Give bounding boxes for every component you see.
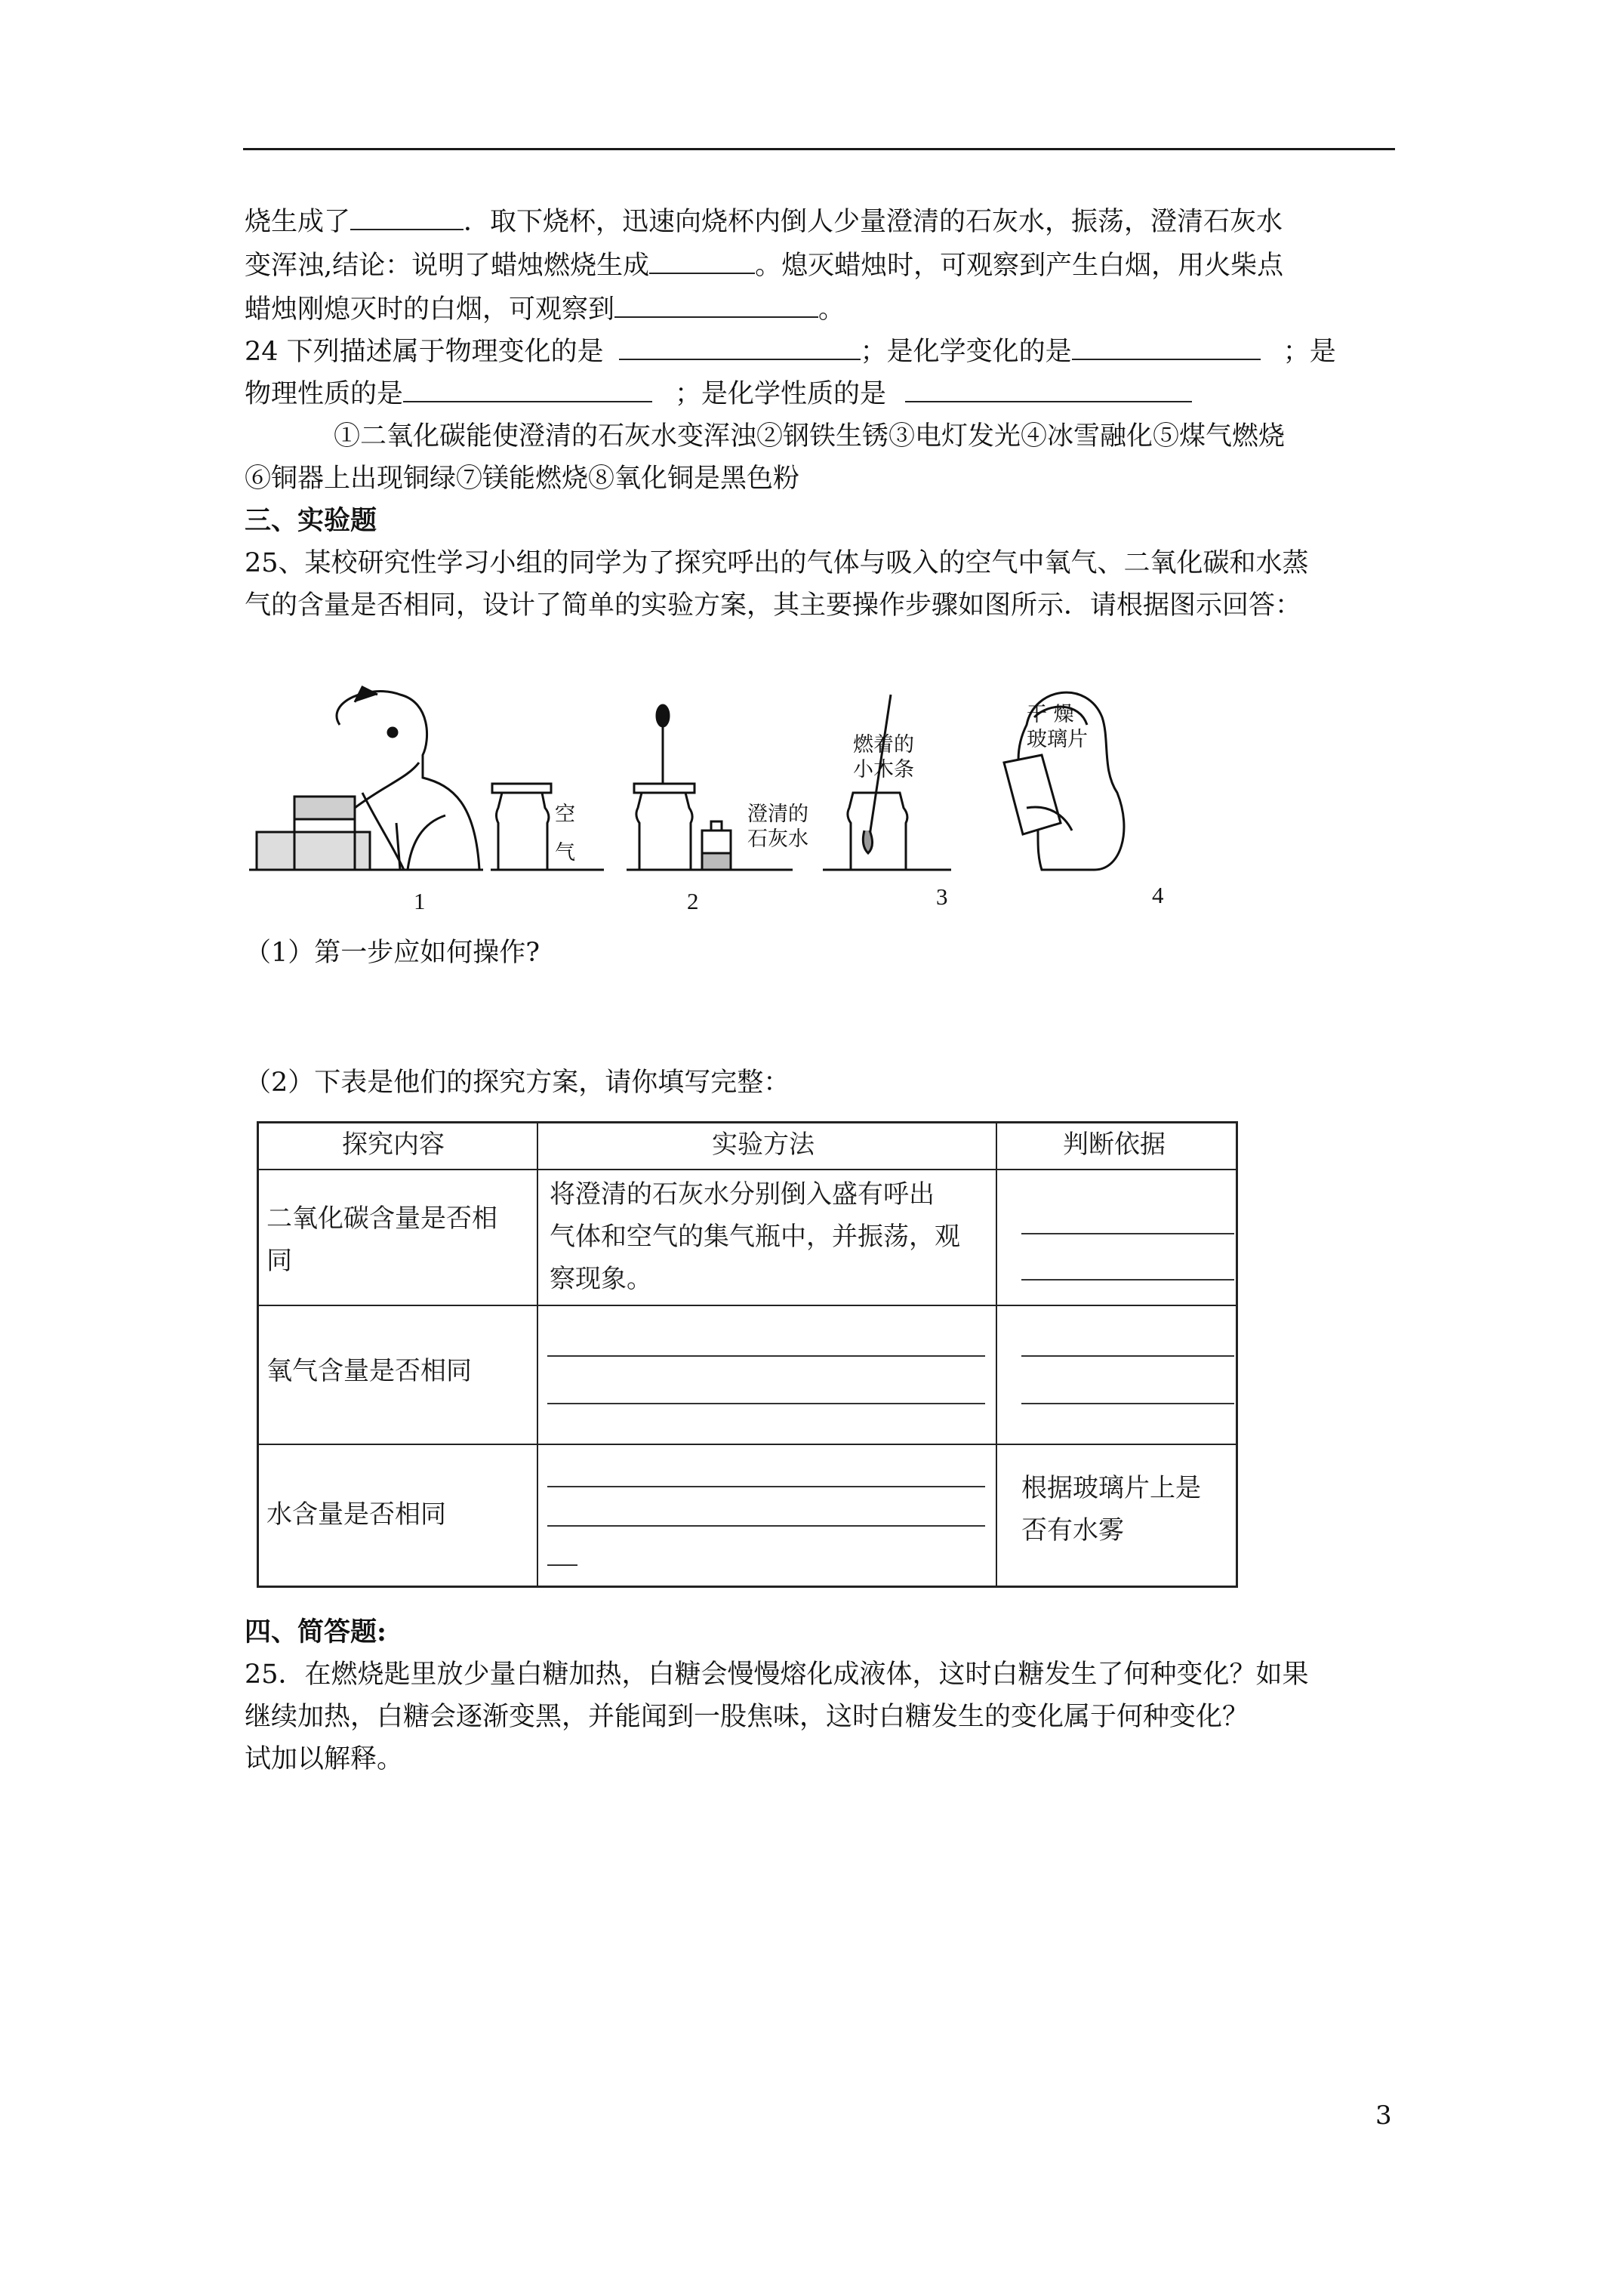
q23-text: 。熄灭蜡烛时，可观察到产生白烟，用火柴点 [755, 251, 1284, 281]
q24-text: ；是 [1283, 337, 1336, 367]
table-header-method: 实验方法 [712, 1130, 815, 1160]
q25-line-1: 25、某校研究性学习小组的同学为了探究呼出的气体与吸入的空气中氧气、二氧化碳和水蒸 [245, 548, 1309, 578]
label-burning-stick-line: 燃着的 [853, 733, 914, 757]
answer-blank-physical-property[interactable] [403, 371, 652, 402]
table-row3-content: 水含量是否相同 [266, 1499, 446, 1530]
q24-text: ；是化学性质的是 [675, 379, 887, 409]
burning-stick-jar-illustration [823, 695, 951, 870]
table-divider [996, 1123, 997, 1586]
q23-line-1 [245, 198, 1283, 246]
step1-breathing-person-illustration [249, 687, 483, 870]
figure-caption-2: 2 [687, 888, 699, 914]
table-divider [259, 1305, 1236, 1306]
section-title-experiment: 三、实验题 [245, 505, 377, 536]
answer-blank[interactable] [649, 242, 755, 274]
table-row1-basis-blank[interactable] [1021, 1279, 1234, 1281]
figure-caption-3: 3 [936, 883, 948, 910]
q24-text: 24 下列描述属于物理变化的是 [245, 337, 604, 367]
q25b-line-3: 试加以解释。 [245, 1744, 404, 1774]
q23-text: 变浑浊,结论：说明了蜡烛燃烧生成 [245, 251, 650, 281]
table-row2-method-blank[interactable] [547, 1355, 985, 1357]
q24-options-2: ⑥铜器上出现铜绿⑦镁能燃烧⑧氧化铜是黑色粉 [245, 464, 800, 494]
label-limewater-line: 澄清的 [747, 803, 808, 826]
table-row1-content-line: 二氧化碳含量是否相 [266, 1203, 497, 1234]
q23-line-2 [245, 242, 1283, 290]
q25b-line-1: 25．在燃烧匙里放少量白糖加热，白糖会慢慢熔化成液体，这时白糖发生了何种变化？如果 [245, 1660, 1309, 1690]
table-divider [537, 1123, 538, 1586]
label-burning-stick [853, 732, 914, 782]
table-header-content: 探究内容 [342, 1130, 445, 1160]
table-row2-method-blank[interactable] [547, 1403, 985, 1404]
table-row1-content-line: 同 [266, 1246, 292, 1276]
answer-blank[interactable] [614, 286, 818, 318]
answer-blank-chemical-change[interactable] [1072, 328, 1261, 360]
label-air [555, 802, 575, 865]
table-row1-content [266, 1197, 497, 1282]
q25b-line-2: 继续加热，白糖会逐渐变黑，并能闻到一股焦味，这时白糖发生的变化属于何种变化？ [245, 1702, 1249, 1732]
sub-question-1: （1）第一步应如何操作? [245, 938, 540, 968]
label-air-line: 气 [555, 841, 575, 864]
q23-text: ．取下烧杯，迅速向烧杯内倒人少量澄清的石灰水，振荡，澄清石灰水 [463, 207, 1283, 237]
experiment-figure [249, 672, 1283, 921]
header-rule [243, 148, 1395, 150]
figure-caption-4: 4 [1152, 882, 1164, 908]
air-gas-jar-illustration [491, 784, 604, 870]
table-divider [259, 1169, 1236, 1170]
table-row1-method-line: 气体和空气的集气瓶中，并振荡，观 [550, 1222, 960, 1252]
table-row3-method-blank[interactable] [547, 1564, 577, 1566]
q24-text: 物理性质的是 [245, 379, 404, 409]
q23-text: 烧生成了 [245, 207, 351, 237]
table-row3-method-blank[interactable] [547, 1486, 985, 1487]
label-dry-glass-line: 干 燥 [1027, 703, 1074, 726]
section-title-short-answer: 四、简答题: [245, 1616, 387, 1647]
label-burning-stick-line: 小木条 [853, 758, 914, 781]
answer-blank-chemical-property[interactable] [905, 371, 1192, 402]
table-header-basis: 判断依据 [1063, 1130, 1166, 1160]
sub-question-2: （2）下表是他们的探究方案，请你填写完整： [245, 1068, 790, 1098]
table-row3-method-blank[interactable] [547, 1525, 985, 1527]
q24-options-1: ①二氧化碳能使澄清的石灰水变浑浊②钢铁生锈③电灯发光④冰雪融化⑤煤气燃烧 [334, 421, 1286, 451]
label-dry-glass-line: 玻璃片 [1027, 728, 1088, 751]
table-row2-content: 氧气含量是否相同 [266, 1356, 472, 1386]
experiment-plan-table [257, 1121, 1238, 1588]
table-row1-method-line: 察现象。 [550, 1264, 652, 1294]
q24-text: ；是化学变化的是 [860, 337, 1072, 367]
table-row1-basis-blank[interactable] [1021, 1233, 1234, 1234]
q23-text: 蜡烛刚熄灭时的白烟，可观察到 [245, 294, 615, 325]
q23-line-3 [245, 285, 845, 334]
table-row3-basis-line: 否有水雾 [1021, 1515, 1124, 1546]
table-row2-basis-blank[interactable] [1021, 1355, 1234, 1357]
table-row3-basis [1021, 1467, 1201, 1552]
label-limewater [747, 802, 808, 852]
q24-line-2 [245, 370, 1192, 418]
table-row3-basis-line: 根据玻璃片上是 [1021, 1473, 1201, 1503]
label-dry-glass [1027, 702, 1088, 752]
answer-blank[interactable] [350, 199, 463, 230]
figure-caption-1: 1 [414, 888, 426, 914]
q23-text: 。 [818, 294, 845, 325]
table-row1-method [550, 1173, 960, 1300]
q25-line-2: 气的含量是否相同，设计了简单的实验方案，其主要操作步骤如图所示．请根据图示回答： [245, 590, 1302, 621]
label-air-line: 空 [555, 803, 575, 826]
table-divider [259, 1444, 1236, 1445]
table-row2-basis-blank[interactable] [1021, 1403, 1234, 1404]
table-row1-method-line: 将澄清的石灰水分别倒入盛有呼出 [550, 1179, 935, 1210]
answer-blank-physical-change[interactable] [619, 328, 861, 360]
q24-line-1 [245, 328, 1336, 376]
page-number: 3 [1375, 2100, 1392, 2131]
label-limewater-line: 石灰水 [747, 827, 808, 851]
